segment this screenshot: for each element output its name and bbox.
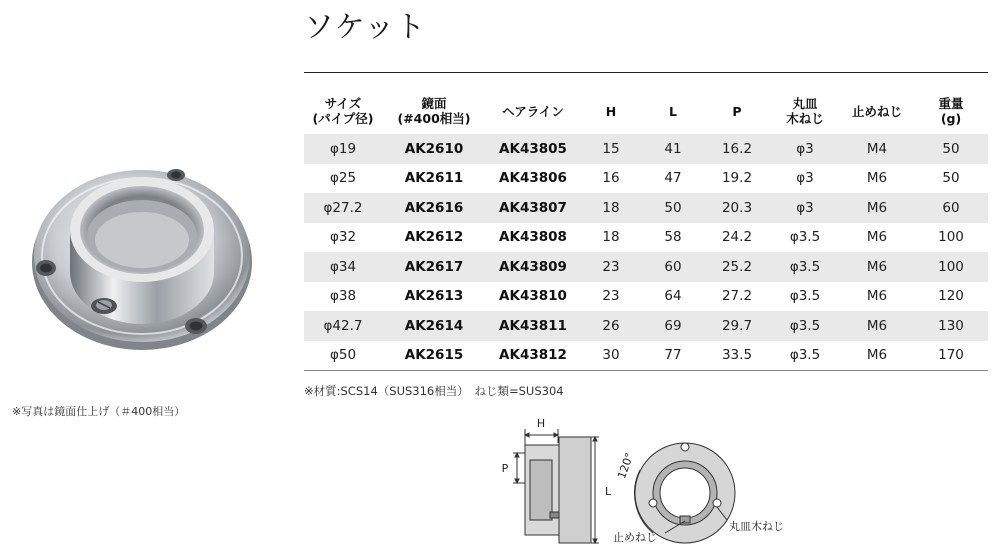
table-cell: 69: [642, 311, 704, 341]
table-cell: φ3.5: [770, 252, 840, 282]
table-header-row: [304, 88, 988, 134]
table-cell: AK43811: [486, 311, 580, 341]
table-row: [304, 193, 988, 223]
table-cell: AK43808: [499, 229, 567, 246]
table-cell: M6: [840, 252, 914, 282]
table-cell: 18: [580, 193, 642, 223]
column-header-line1: 重量: [938, 96, 964, 111]
table-cell: 120: [938, 288, 964, 305]
table-cell: φ3.5: [789, 288, 821, 305]
column-header-line2: (パイプ径): [312, 111, 374, 126]
column-header-line1: P: [732, 103, 742, 119]
table-row: [304, 134, 988, 164]
table-cell: 60: [914, 193, 988, 223]
column-header-line2: (g): [940, 111, 962, 126]
table-cell: M6: [866, 229, 888, 246]
column-header-line1: H: [605, 103, 617, 119]
product-photo: [20, 150, 265, 365]
column-header: [486, 88, 580, 134]
table-cell: 27.2: [721, 288, 753, 305]
label-wood-screw: 丸皿木ねじ: [729, 520, 784, 533]
table-row: [304, 164, 988, 194]
table-cell: φ32: [329, 229, 357, 246]
table-cell: φ3: [796, 170, 814, 187]
table-cell: 33.5: [704, 341, 770, 371]
material-note: ※材質:SCS14（SUS316相当） ねじ類=SUS304: [304, 384, 564, 398]
table-cell: 29.7: [704, 311, 770, 341]
table-cell: AK2610: [382, 134, 486, 164]
column-header: [382, 88, 486, 134]
table-cell: M4: [840, 134, 914, 164]
table-cell: AK2611: [404, 170, 464, 187]
table-cell: 100: [938, 229, 964, 246]
table-cell: 130: [914, 311, 988, 341]
top-view: [635, 443, 735, 543]
table-cell: φ19: [304, 134, 382, 164]
table-cell: AK2613: [404, 288, 464, 305]
table-cell: 50: [942, 170, 960, 187]
spec-table: [304, 88, 988, 371]
label-angle: 120°: [615, 451, 637, 481]
column-header-line1: サイズ: [324, 96, 362, 111]
table-cell: 47: [664, 170, 682, 187]
column-header-line2: (#400相当): [397, 111, 471, 126]
table-cell: φ3: [770, 193, 840, 223]
table-cell: φ42.7: [304, 311, 382, 341]
table-row: [304, 311, 988, 341]
table-cell: 16.2: [704, 134, 770, 164]
column-header-line1: 止めねじ: [851, 103, 902, 119]
table-cell: 23: [602, 288, 620, 305]
table-cell: 20.3: [704, 193, 770, 223]
table-cell: 16: [602, 170, 620, 187]
table-cell: φ3.5: [770, 311, 840, 341]
table-cell: φ3.5: [789, 229, 821, 246]
table-cell: M6: [840, 341, 914, 371]
label-set-screw: 止めねじ: [613, 531, 657, 544]
column-header-line1: 鏡面: [421, 96, 447, 111]
table-cell: φ50: [304, 341, 382, 371]
column-header-line1: 丸皿: [792, 96, 818, 111]
table-cell: AK2615: [382, 341, 486, 371]
table-cell: 58: [664, 229, 682, 246]
table-cell: 19.2: [721, 170, 753, 187]
table-cell: AK43805: [486, 134, 580, 164]
dimension-diagram: [495, 415, 795, 545]
table-cell: φ38: [329, 288, 357, 305]
table-cell: 77: [642, 341, 704, 371]
table-cell: AK2617: [382, 252, 486, 282]
table-cell: AK2614: [382, 311, 486, 341]
table-cell: 15: [580, 134, 642, 164]
table-cell: M6: [840, 311, 914, 341]
title-divider: [304, 72, 988, 73]
page-title: ソケット: [304, 10, 427, 45]
table-cell: 23: [580, 252, 642, 282]
label-p: P: [501, 462, 509, 475]
side-view: [513, 429, 599, 543]
table-cell: AK43810: [499, 288, 567, 305]
table-row: [304, 223, 988, 253]
table-row: [304, 341, 988, 371]
column-header: [840, 88, 914, 134]
photo-note: ※写真は鏡面仕上げ（＃400相当）: [12, 405, 186, 418]
table-cell: 64: [664, 288, 682, 305]
table-cell: AK43807: [486, 193, 580, 223]
table-cell: M6: [840, 193, 914, 223]
column-header: [914, 88, 988, 134]
column-header: [642, 88, 704, 134]
table-cell: 50: [642, 193, 704, 223]
table-cell: 41: [642, 134, 704, 164]
table-cell: AK2616: [382, 193, 486, 223]
label-h: H: [536, 417, 546, 430]
table-cell: AK43809: [486, 252, 580, 282]
table-cell: AK2612: [404, 229, 464, 246]
column-header: [580, 88, 642, 134]
table-cell: 60: [642, 252, 704, 282]
table-cell: M6: [866, 288, 888, 305]
label-l: L: [605, 485, 612, 498]
table-cell: 30: [580, 341, 642, 371]
column-header: [304, 88, 382, 134]
column-header-line1: ヘアライン: [502, 103, 564, 119]
table-cell: M6: [866, 170, 888, 187]
table-row: [304, 282, 988, 312]
table-cell: 100: [914, 252, 988, 282]
column-header: [770, 88, 840, 134]
table-cell: AK43806: [499, 170, 567, 187]
table-cell: 18: [602, 229, 620, 246]
table-cell: φ3.5: [770, 341, 840, 371]
table-body: [304, 134, 988, 371]
table-cell: φ3: [770, 134, 840, 164]
table-cell: 170: [914, 341, 988, 371]
table-cell: φ27.2: [304, 193, 382, 223]
table-cell: 25.2: [704, 252, 770, 282]
table-cell: 26: [580, 311, 642, 341]
column-header-line2: 木ねじ: [786, 111, 824, 126]
table-row: [304, 252, 988, 282]
table-cell: 50: [914, 134, 988, 164]
column-header-line1: L: [669, 103, 677, 119]
table-cell: φ25: [329, 170, 357, 187]
table-cell: φ34: [304, 252, 382, 282]
table-cell: 24.2: [721, 229, 753, 246]
table-cell: AK43812: [486, 341, 580, 371]
column-header: [704, 88, 770, 134]
